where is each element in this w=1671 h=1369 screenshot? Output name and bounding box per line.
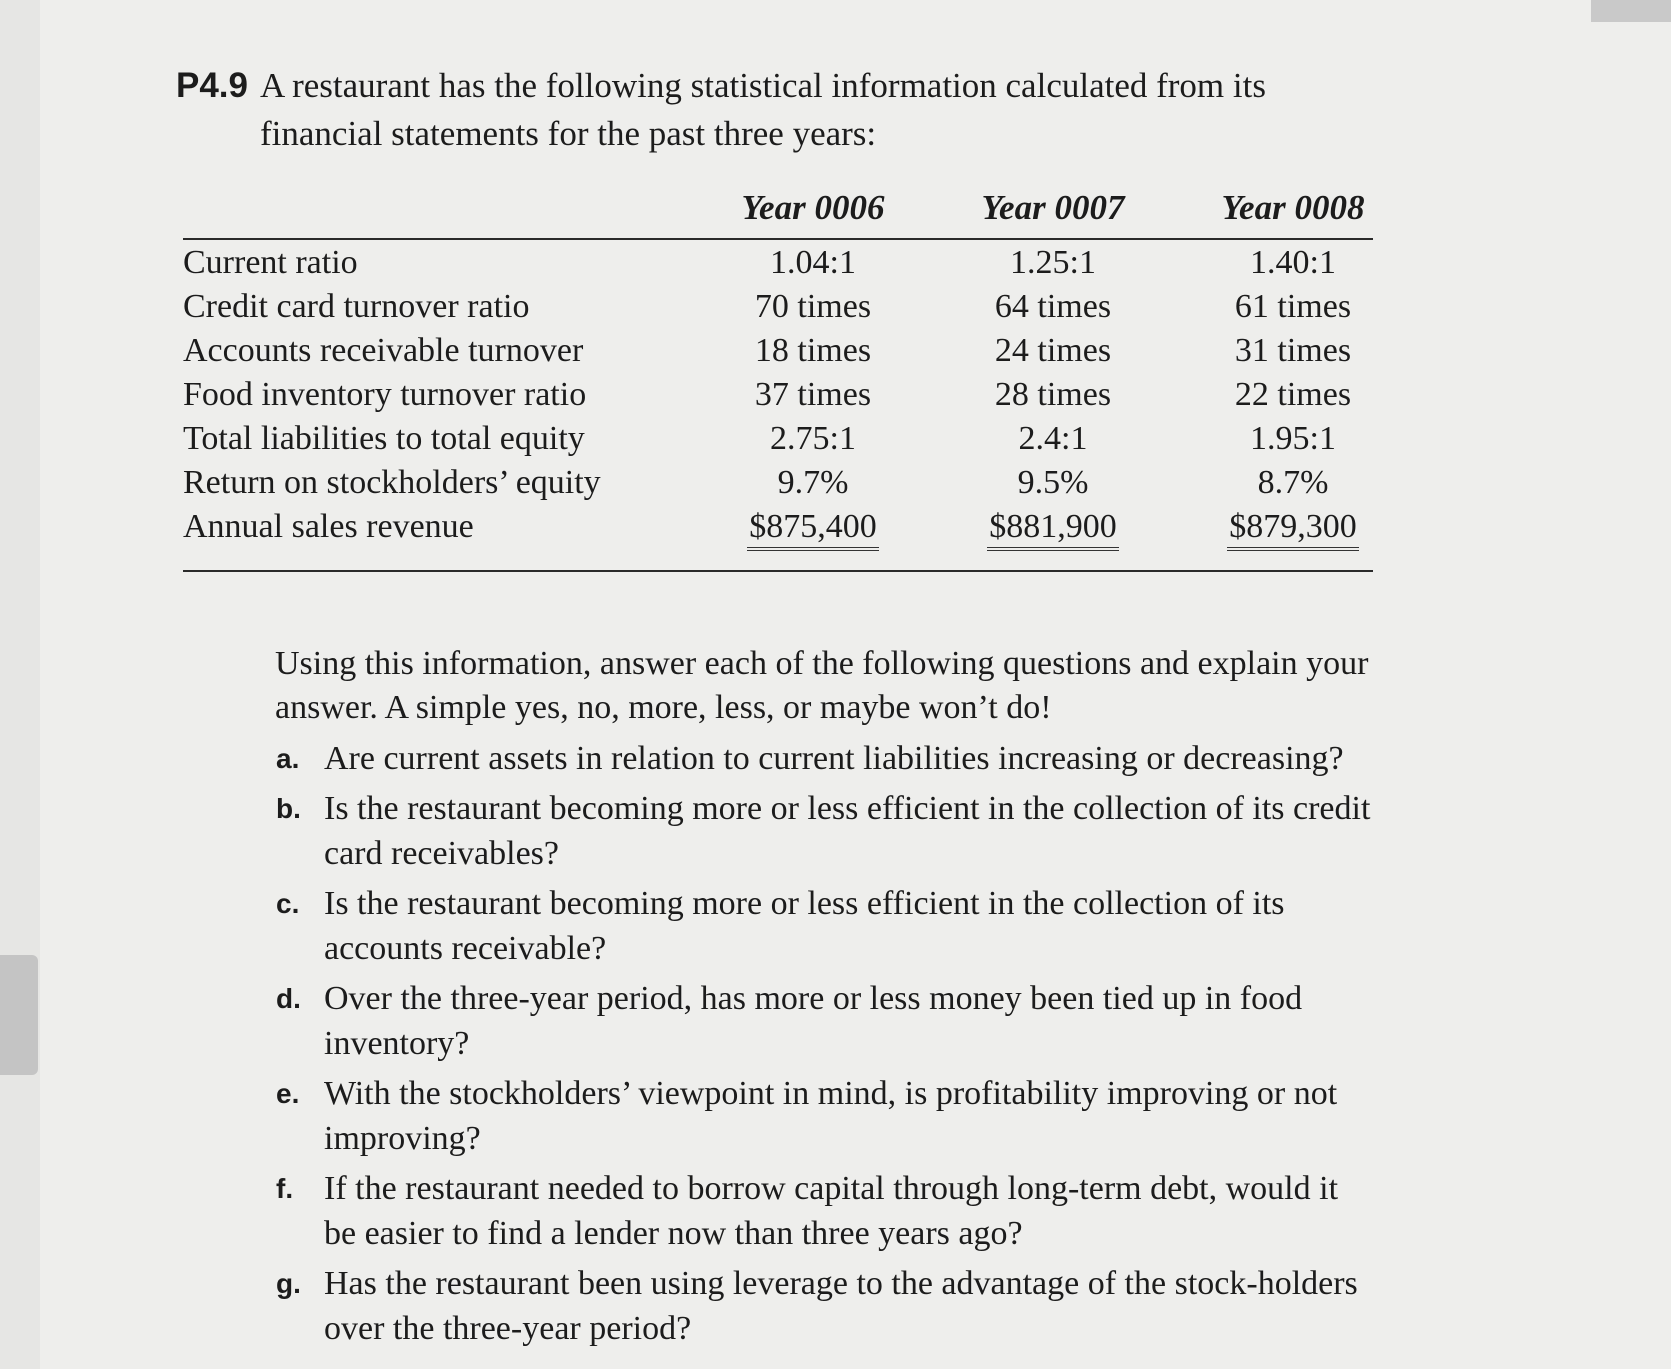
header-year-0006: Year 0006 <box>741 188 885 227</box>
table-row <box>183 240 1373 284</box>
question-text: Has the restaurant been using leverage to the advantage of the stock-holders over the three-year period? <box>324 1265 1358 1347</box>
list-item <box>276 1071 1376 1161</box>
problem-number: P4.9 <box>176 66 248 105</box>
list-item <box>276 736 1376 781</box>
table-bottom-rule <box>183 570 1373 572</box>
cell-value: 2.75:1 <box>770 420 856 457</box>
cell-value: 28 times <box>994 376 1112 413</box>
question-text: With the stockholders’ viewpoint in mind, is profitability improving or not improving? <box>324 1075 1338 1157</box>
cell-value: 24 times <box>994 332 1112 369</box>
table-row <box>183 328 1373 372</box>
cell-value: 22 times <box>1234 376 1352 413</box>
list-item <box>276 786 1376 876</box>
table-row <box>183 372 1373 416</box>
sales-value: $875,400 <box>747 508 879 551</box>
cell-value <box>703 508 923 546</box>
question-list <box>276 736 1376 1356</box>
table-row <box>183 416 1373 460</box>
cell-value: 9.7% <box>777 464 849 501</box>
header-year-0007: Year 0007 <box>981 188 1125 227</box>
cell-value: 64 times <box>994 288 1112 325</box>
cell-value: 9.5% <box>1017 464 1089 501</box>
table-header <box>183 178 1373 240</box>
row-label: Current ratio <box>183 244 358 281</box>
row-label: Return on stockholders’ equity <box>183 464 601 501</box>
row-label: Credit card turnover ratio <box>183 288 530 325</box>
row-label: Annual sales revenue <box>183 508 474 545</box>
table-row <box>183 284 1373 328</box>
list-item <box>276 1166 1376 1256</box>
header-year-0008: Year 0008 <box>1221 188 1365 227</box>
question-letter: f. <box>276 1173 294 1204</box>
sales-value: $881,900 <box>987 508 1119 551</box>
corner-mark <box>1591 0 1671 22</box>
cell-value <box>1183 508 1403 546</box>
cell-value: 8.7% <box>1257 464 1329 501</box>
row-label: Total liabilities to total equity <box>183 420 585 457</box>
question-letter: b. <box>276 793 301 824</box>
cell-value: 37 times <box>754 376 872 413</box>
question-letter: c. <box>276 888 300 919</box>
question-letter: d. <box>276 983 301 1014</box>
question-letter: a. <box>276 743 300 774</box>
question-text: Is the restaurant becoming more or less efficient in the collection of its accounts receivable? <box>324 885 1285 967</box>
list-item <box>276 1261 1376 1351</box>
table-row <box>183 460 1373 504</box>
list-item <box>276 881 1376 971</box>
row-label: Accounts receivable turnover <box>183 332 584 369</box>
problem-heading <box>176 62 1386 158</box>
cell-value: 18 times <box>754 332 872 369</box>
cell-value: 1.95:1 <box>1250 420 1336 457</box>
question-letter: e. <box>276 1078 300 1109</box>
table-row <box>183 504 1373 548</box>
problem-statement: A restaurant has the following statistical information calculated from its financial statements for the past three years: <box>260 66 1266 153</box>
instructions-text: Using this information, answer each of the following questions and explain your answer. A simple yes, no, more, less, or maybe won’t do! <box>275 645 1369 726</box>
question-text: Over the three-year period, has more or less money been tied up in food inventory? <box>324 980 1303 1062</box>
question-text: If the restaurant needed to borrow capital through long-term debt, would it be easier to find a lender now than three years ago? <box>324 1170 1339 1252</box>
question-text: Is the restaurant becoming more or less efficient in the collection of its credit card receivables? <box>324 790 1371 872</box>
cell-value: 1.25:1 <box>1010 244 1096 281</box>
question-letter: g. <box>276 1268 301 1299</box>
cell-value: 1.40:1 <box>1250 244 1336 281</box>
cell-value: 70 times <box>754 288 872 325</box>
cell-value: 31 times <box>1234 332 1352 369</box>
cell-value: 61 times <box>1234 288 1352 325</box>
list-item <box>276 976 1376 1066</box>
row-label: Food inventory turnover ratio <box>183 376 587 413</box>
cell-value: 1.04:1 <box>770 244 856 281</box>
left-edge-tab <box>0 955 38 1075</box>
sales-value: $879,300 <box>1227 508 1359 551</box>
cell-value: 2.4:1 <box>1018 420 1088 457</box>
cell-value <box>943 508 1163 546</box>
statistics-table <box>183 178 1373 572</box>
question-text: Are current assets in relation to current liabilities increasing or decreasing? <box>324 740 1344 777</box>
